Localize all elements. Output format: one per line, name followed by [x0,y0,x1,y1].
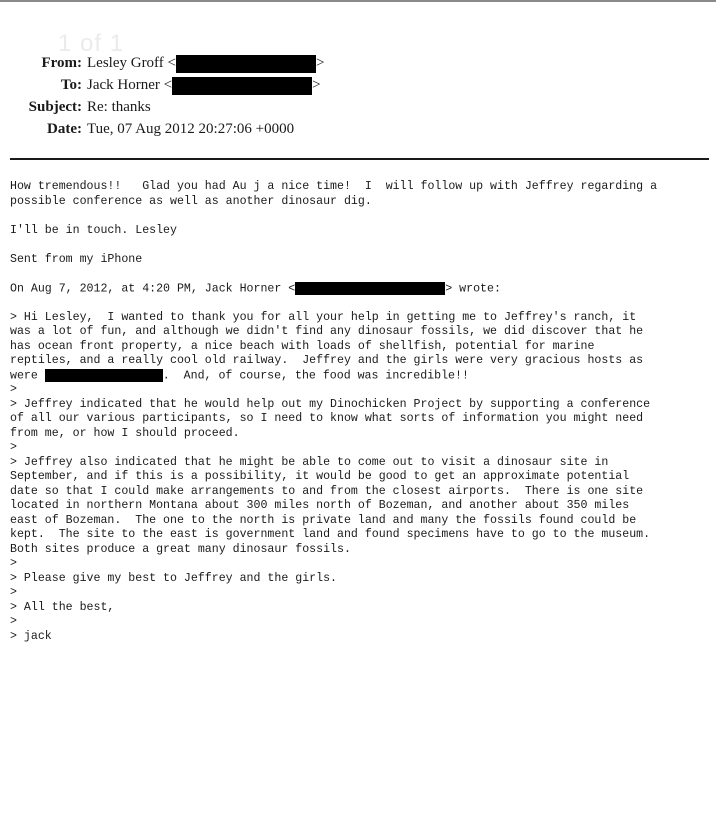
quoted-line: > Hi Lesley, I wanted to thank you for all your help in getting me to Jeffrey's ranch, it [10,310,637,324]
signoff-line: I'll be in touch. Lesley [10,223,177,237]
quoted-line: has ocean front property, a nice beach with loads of shellfish, potential for marine [10,339,595,353]
to-value [87,74,321,96]
quoted-line: reptiles, and a really cool old railway. Jeffrey and the girls were very gracious hosts as [10,354,644,367]
quoted-line: > [10,615,17,628]
from-value [87,52,324,74]
attribution-prefix: On Aug 7, 2012, at 4:20 PM, Jack Horner < [10,282,296,296]
blank-line [10,209,716,224]
attribution-suffix: > wrote: [445,282,501,296]
subject-label: Subject: [28,99,82,115]
quoted-text: . And, of course, the food was incredible!! [162,369,469,383]
quoted-line: date so that I could make arrangements to and from the closest airports. There is one site [10,484,644,498]
quoted-line [10,369,716,384]
quoted-line: > [10,586,17,599]
quoted-line: > [10,383,17,396]
redaction-block [45,369,163,382]
quoted-line: > All the best, [10,600,115,614]
quoted-line: > [10,557,17,570]
date-value: Tue, 07 Aug 2012 20:27:06 +0000 [87,121,295,137]
redaction-block [295,282,445,295]
quoted-line: > jack [10,629,52,643]
quoted-line: of all our various participants, so I need to know what sorts of information you might need [10,412,644,425]
attribution-line [10,282,716,297]
reply-line: possible conference as well as another dinosaur dig. [10,194,372,208]
redaction-block [172,77,312,95]
blank-line [10,267,716,282]
quoted-line: > Jeffrey indicated that he would help out my Dinochicken Project by supporting a conference [10,397,651,411]
quoted-line: > Please give my best to Jeffrey and the girls. [10,571,337,585]
quoted-line: > [10,441,17,454]
blank-line [10,296,716,311]
email-body [10,180,716,644]
quoted-line: Both sites produce a great many dinosaur fossils. [10,542,351,556]
quoted-line: located in northern Montana about 300 miles north of Bozeman, and another about 350 miles [10,499,630,512]
to-label: To: [60,77,82,93]
quoted-text: were [10,369,45,383]
to-name: Jack Horner < [87,77,173,93]
page-count-watermark: 1 of 1 [58,30,125,57]
header-divider [10,158,709,160]
redaction-block [176,55,316,73]
page-top-border [0,0,716,2]
quoted-line: from me, or how I should proceed. [10,426,240,440]
subject-value: Re: thanks [87,99,151,115]
quoted-line: kept. The site to the east is government land and found specimens have to go to the museum. [10,528,651,541]
sent-from-line: Sent from my iPhone [10,252,143,266]
date-label: Date: [47,121,82,137]
reply-line: How tremendous!! Glad you had Au j a nice time! I will follow up with Jeffrey regarding a [10,180,658,193]
quoted-line: east of Bozeman. The one to the north is private land and many the fossils found could be [10,513,637,527]
from-name: Lesley Groff < [87,55,176,71]
to-close-bracket: > [312,77,321,93]
quoted-line: > Jeffrey also indicated that he might be able to come out to visit a dinosaur site in [10,455,609,469]
from-close-bracket: > [316,55,325,71]
quoted-line: was a lot of fun, and although we didn't find any dinosaur fossils, we did discover that he [10,325,644,338]
from-label: From: [41,55,82,71]
blank-line [10,238,716,253]
quoted-line: September, and if this is a possibility, it would be good to get an approximate potential [10,470,630,483]
